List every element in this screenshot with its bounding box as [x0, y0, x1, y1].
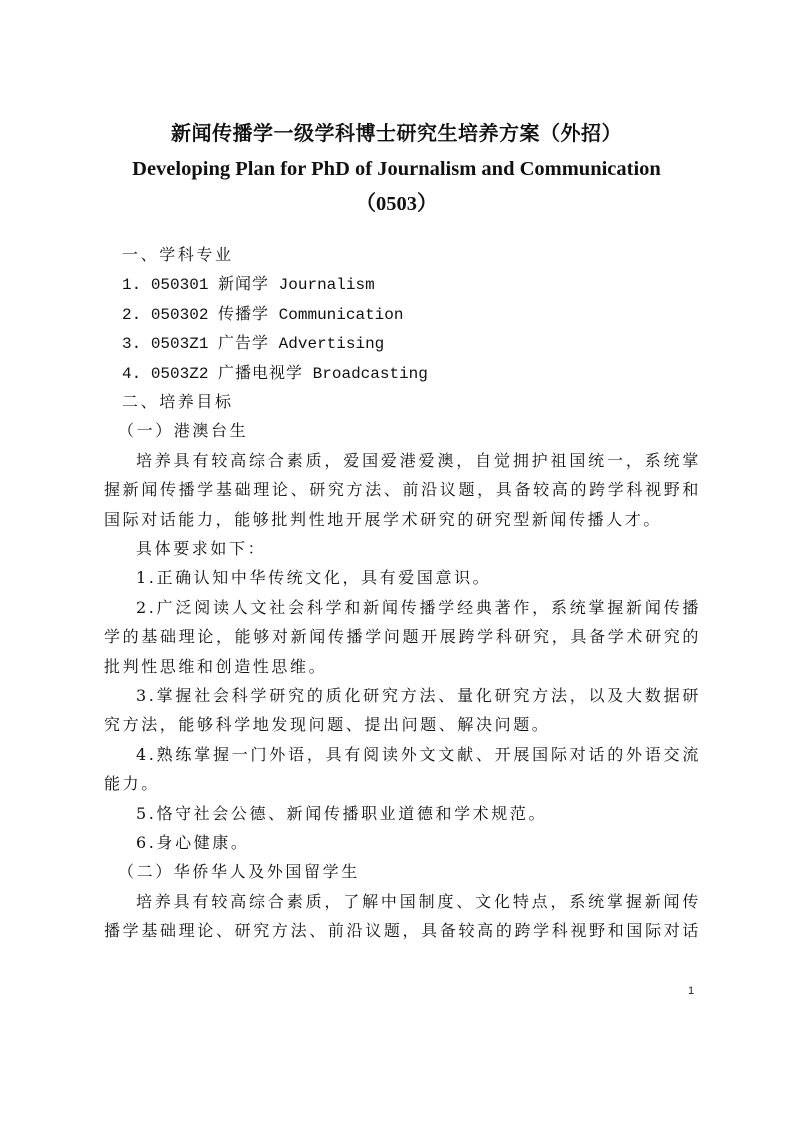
title-english: Developing Plan for PhD of Journalism and Communication: [132, 158, 661, 180]
major-item: [104, 328, 701, 357]
major-num: 2.: [122, 305, 142, 324]
paragraph-hmt-intro: 培养具有较高综合素质，爱国爱港爱澳，自觉拥护祖国统一，系统掌握新闻传播学基础理论、研究方法、前沿议题，具备较高的跨学科视野和国际对话能力，能够批判性地开展学术研究的研究型新闻传播人才。: [104, 450, 701, 529]
requirement-item: 4.熟练掌握一门外语，具有阅读外文文献、开展国际对话的外语交流能力。: [104, 744, 701, 794]
major-num: 4.: [122, 364, 142, 383]
requirement-item: 6.身心健康。: [136, 833, 250, 852]
major-num: 3.: [122, 335, 142, 354]
major-name-en: Journalism: [278, 276, 375, 295]
major-code: 0503Z1: [150, 335, 209, 354]
major-name-cn: 传播学: [218, 303, 270, 323]
subsection-heading-hmt: （一）港澳台生: [118, 421, 249, 441]
requirements-label: 具体要求如下：: [136, 538, 267, 558]
major-name-cn: 新闻学: [218, 274, 270, 294]
requirement-item: 2.广泛阅读人文社会科学和新闻传播学经典著作，系统掌握新闻传播学的基础理论，能够对新闻传播学问题开展跨学科研究，具备学术研究的批判性思维和创造性思维。: [104, 597, 701, 676]
major-code: 0503Z2: [150, 364, 209, 383]
document-body: [104, 240, 701, 946]
major-name-en: Broadcasting: [312, 364, 428, 383]
major-name-en: Advertising: [278, 335, 385, 354]
paragraph-overseas-intro: 培养具有较高综合素质，了解中国制度、文化特点，系统掌握新闻传播学基础理论、研究方法、前沿议题，具备较高的跨学科视野和国际对话: [104, 891, 701, 941]
major-name-cn: 广告学: [218, 333, 270, 353]
requirement-item: 3.掌握社会科学研究的质化研究方法、量化研究方法，以及大数据研究方法，能够科学地发现问题、提出问题、解决问题。: [104, 685, 701, 735]
major-num: 1.: [122, 276, 142, 295]
major-name-cn: 广播电视学: [218, 362, 304, 382]
major-item: [104, 358, 701, 387]
title-chinese: 新闻传播学一级学科博士研究生培养方案（外招）: [171, 121, 622, 145]
section-heading-majors: 一、学科专业: [122, 245, 234, 264]
page-number: 1: [688, 985, 695, 997]
requirement-item: 1.正确认知中华传统文化，具有爱国意识。: [136, 568, 492, 588]
requirement-item: 5.恪守社会公德、新闻传播职业道德和学术规范。: [136, 803, 548, 823]
major-code: 050301: [150, 276, 209, 295]
section-heading-goals: 二、培养目标: [122, 391, 234, 411]
major-name-en: Communication: [278, 305, 404, 324]
major-item: [104, 299, 701, 328]
major-item: [104, 269, 701, 298]
subsection-heading-overseas: （二）华侨华人及外国留学生: [118, 862, 360, 882]
title-code: （0503）: [355, 193, 438, 215]
major-code: 050302: [150, 305, 209, 324]
